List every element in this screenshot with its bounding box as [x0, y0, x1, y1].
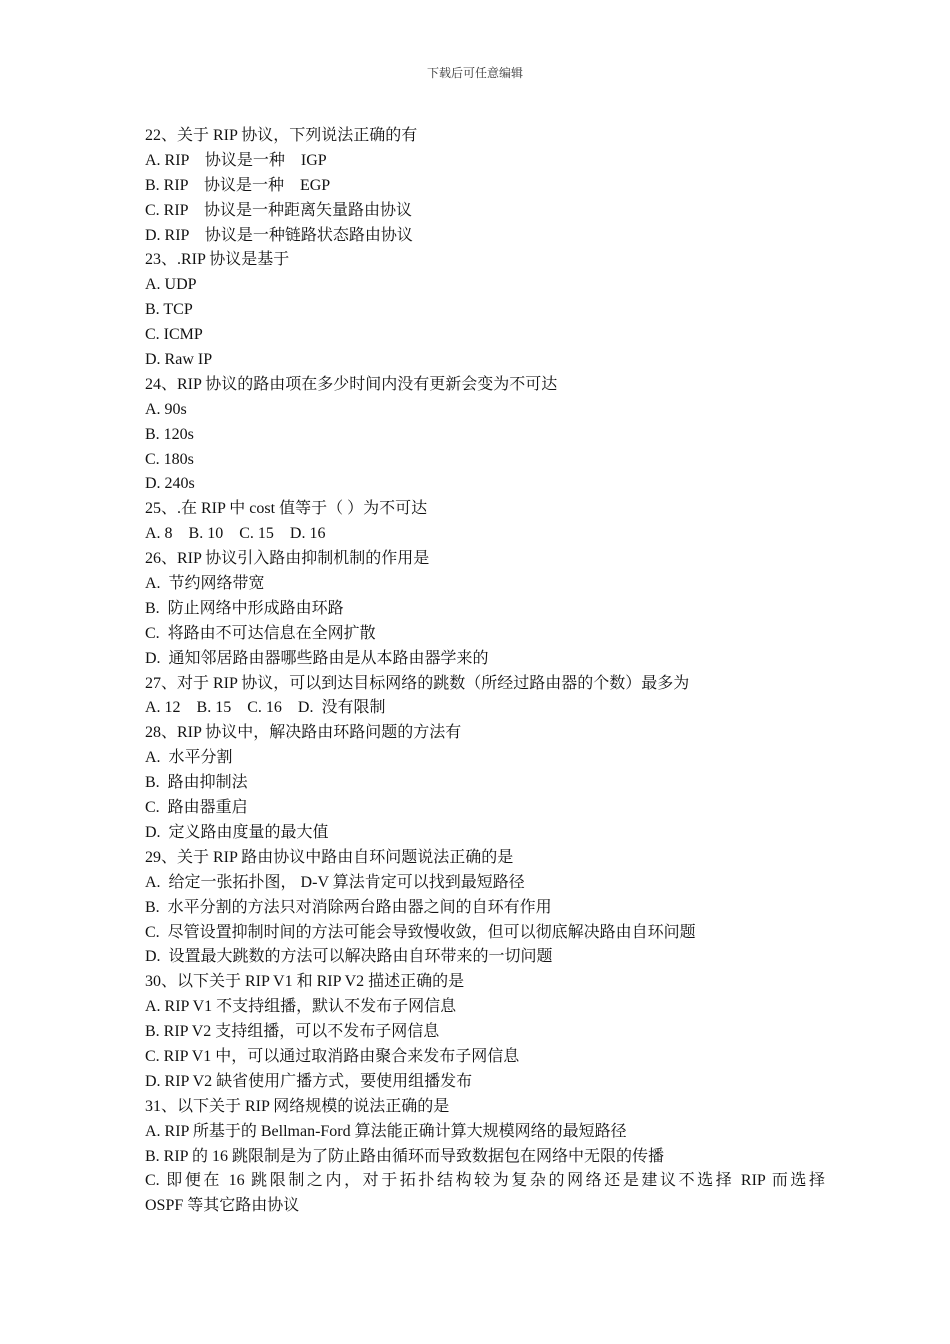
text-line: B. 防止网络中形成路由环路 — [145, 599, 344, 617]
text-line: A. 8 B. 10 C. 15 D. 16 — [145, 525, 326, 543]
text-line: C. 将路由不可达信息在全网扩散 — [145, 624, 376, 642]
text-line: B. RIP V2 支持组播，可以不发布子网信息 — [145, 1023, 440, 1041]
text-line: 23、.RIP 协议是基于 — [145, 251, 290, 269]
text-line: B. 120s — [145, 425, 194, 443]
text-line: D. 定义路由度量的最大值 — [145, 823, 329, 841]
text-line: C. 路由器重启 — [145, 799, 248, 817]
text-line: D. 240s — [145, 475, 195, 493]
text-line: 22、关于 RIP 协议，下列说法正确的有 — [145, 127, 418, 144]
text-line: D. RIP 协议是一种链路状态路由协议 — [145, 226, 413, 244]
text-line: C. 即便在 16 跳限制之内，对于拓扑结构较为复杂的网络还是建议不选择 RIP 而选择 — [145, 1172, 825, 1190]
text-line: 24、RIP 协议的路由项在多少时间内没有更新会变为不可达 — [145, 375, 558, 393]
text-line: 29、关于 RIP 路由协议中路由自环问题说法正确的是 — [145, 848, 514, 866]
text-line: A. 给定一张拓扑图， D-V 算法肯定可以找到最短路径 — [145, 873, 525, 891]
text-line: 31、以下关于 RIP 网络规模的说法正确的是 — [145, 1097, 450, 1115]
text-line: D. 设置最大跳数的方法可以解决路由自环带来的一切问题 — [145, 948, 553, 966]
text-line: A. RIP 所基于的 Bellman-Ford 算法能正确计算大规模网络的最短路径 — [145, 1122, 627, 1140]
text-line: 30、以下关于 RIP V1 和 RIP V2 描述正确的是 — [145, 973, 465, 991]
text-line: 27、对于 RIP 协议，可以到达目标网络的跳数（所经过路由器的个数）最多为 — [145, 674, 690, 692]
text-line: D. 通知邻居路由器哪些路由是从本路由器学来的 — [145, 649, 489, 667]
text-line: B. RIP 协议是一种 EGP — [145, 176, 331, 194]
text-line: A. RIP V1 不支持组播，默认不发布子网信息 — [145, 998, 457, 1016]
text-line: 26、RIP 协议引入路由抑制机制的作用是 — [145, 550, 430, 568]
text-line: A. RIP 协议是一种 IGP — [145, 151, 327, 169]
text-line: B. RIP 的 16 跳限制是为了防止路由循环而导致数据包在网络中无限的传播 — [145, 1147, 664, 1165]
text-line: C. RIP 协议是一种距离矢量路由协议 — [145, 201, 412, 219]
text-line: B. 路由抑制法 — [145, 774, 248, 792]
text-line: A. 12 B. 15 C. 16 D. 没有限制 — [145, 699, 386, 717]
text-line: C. ICMP — [145, 326, 203, 344]
text-line: A. 水平分割 — [145, 749, 233, 767]
text-line: D. Raw IP — [145, 351, 213, 369]
text-line: OSPF 等其它路由协议 — [145, 1197, 300, 1215]
text-line: C. RIP V1 中，可以通过取消路由聚合来发布子网信息 — [145, 1047, 520, 1065]
text-line: C. 180s — [145, 450, 194, 468]
text-line: B. TCP — [145, 301, 193, 319]
question-lines — [145, 124, 825, 1169]
page-header: 下载后可任意编辑 — [426, 66, 523, 80]
text-line: A. 节约网络带宽 — [145, 575, 265, 593]
text-line: C. 尽管设置抑制时间的方法可能会导致慢收敛，但可以彻底解决路由自环问题 — [145, 923, 696, 941]
question-content — [145, 124, 825, 1219]
text-line: 25、.在 RIP 中 cost 值等于（ ）为不可达 — [145, 500, 428, 518]
text-line: A. 90s — [145, 400, 187, 418]
text-line: D. RIP V2 缺省使用广播方式，要使用组播发布 — [145, 1072, 473, 1090]
text-line: A. UDP — [145, 276, 197, 294]
text-line: 28、RIP 协议中，解决路由环路问题的方法有 — [145, 724, 462, 742]
text-line: B. 水平分割的方法只对消除两台路由器之间的自环有作用 — [145, 898, 552, 916]
